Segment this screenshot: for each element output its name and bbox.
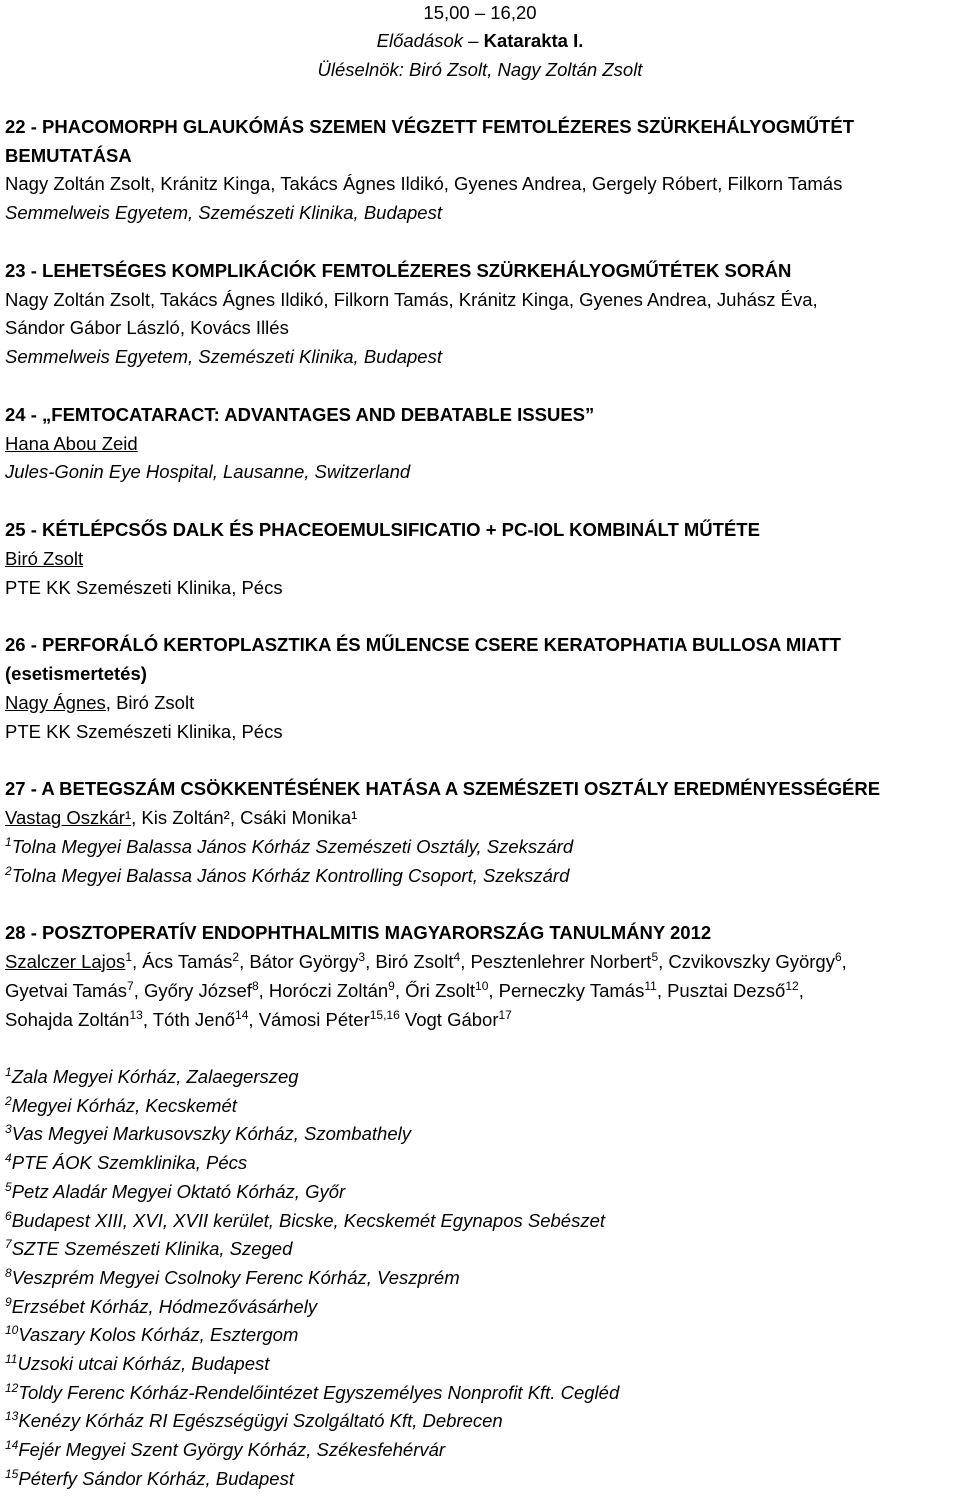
affiliation-line bbox=[5, 1092, 955, 1121]
author-affiliation-number: 8 bbox=[251, 978, 259, 993]
talk-title: 23 - LEHETSÉGES KOMPLIKÁCIÓK FEMTOLÉZERES SZÜRKEHÁLYOGMŰTÉTEK SORÁN bbox=[5, 259, 792, 281]
affiliation-number: 3 bbox=[5, 1122, 12, 1137]
talk-authors: Nagy Zoltán Zsolt, Kránitz Kinga, Takács Ágnes Ildikó, Gyenes Andrea, Gergely Róbert, Filkorn Tamás bbox=[5, 173, 843, 195]
author-name: Gyetvai Tamás bbox=[5, 979, 128, 1001]
session-prefix: Előadások – bbox=[376, 30, 484, 51]
session-time: 15,00 – 16,20 bbox=[423, 2, 537, 23]
affiliation-text: Kenézy Kórház RI Egészségügyi Szolgáltató Kft, Debrecen bbox=[18, 1410, 503, 1432]
author-line bbox=[5, 948, 955, 977]
affiliation-text: Megyei Kórház, Kecskemét bbox=[11, 1094, 237, 1116]
affiliation-text: Vas Megyei Markusovszky Kórház, Szombathely bbox=[11, 1123, 411, 1145]
affiliation-list bbox=[5, 1063, 955, 1493]
author-name: Tóth Jenő bbox=[152, 1008, 236, 1030]
talk-affiliation: PTE KK Szemészeti Klinika, Pécs bbox=[5, 720, 283, 742]
talk-presenter: Biró Zsolt bbox=[5, 547, 84, 569]
talk-presenter: Hana Abou Zeid bbox=[5, 432, 138, 454]
talk-presenter: Vastag Oszkár¹ bbox=[5, 806, 132, 828]
affiliation-line bbox=[5, 862, 955, 891]
affiliation-text: Vaszary Kolos Kórház, Esztergom bbox=[18, 1324, 299, 1346]
author-affiliation-number: 5 bbox=[651, 949, 659, 964]
session-name: Katarakta I. bbox=[483, 30, 584, 51]
talk-28 bbox=[5, 919, 955, 1493]
author-affiliation-number: 6 bbox=[834, 949, 842, 964]
author-name: Sohajda Zoltán bbox=[5, 1008, 130, 1030]
author-affiliation-number: 17 bbox=[498, 1007, 512, 1022]
author-separator: , bbox=[841, 950, 847, 972]
talk-title: BEMUTATÁSA bbox=[5, 144, 132, 166]
author-separator: , bbox=[142, 1008, 153, 1030]
affiliation-number: 1 bbox=[5, 834, 12, 849]
affiliation-line bbox=[5, 1149, 955, 1178]
talk-title: 24 - „FEMTOCATARACT: ADVANTAGES AND DEBATABLE ISSUES” bbox=[5, 403, 595, 425]
author-affiliation-number: 14 bbox=[235, 1007, 249, 1022]
affiliation-line bbox=[5, 1178, 955, 1207]
author-affiliation-number: 9 bbox=[388, 978, 395, 993]
affiliation-number: 14 bbox=[5, 1437, 19, 1452]
affiliation-text: PTE ÁOK Szemklinika, Pécs bbox=[11, 1152, 248, 1174]
affiliation-number: 4 bbox=[5, 1151, 12, 1165]
author-name: Szalczer Lajos bbox=[5, 950, 126, 972]
affiliation-number: 2 bbox=[5, 863, 12, 878]
talk-27 bbox=[5, 775, 955, 890]
affiliation-number: 7 bbox=[5, 1237, 12, 1252]
affiliation-line bbox=[5, 1120, 955, 1149]
author-name: Horóczi Zoltán bbox=[268, 979, 389, 1001]
affiliation-text: Toldy Ferenc Kórház-Rendelőintézet Egyszemélyes Nonprofit Kft. Cegléd bbox=[18, 1381, 620, 1403]
author-line bbox=[5, 1006, 955, 1035]
session-title bbox=[5, 26, 955, 55]
affiliation-text: Budapest XIII, XVI, XVII kerület, Bicske, Kecskemét Egynapos Sebészet bbox=[11, 1209, 606, 1231]
affiliation-line bbox=[5, 1350, 955, 1379]
affiliation-number: 6 bbox=[5, 1208, 12, 1223]
author-line bbox=[5, 977, 955, 1006]
affiliation-number: 12 bbox=[5, 1380, 19, 1395]
affiliation-line bbox=[5, 1293, 955, 1322]
talk-affiliation: Semmelweis Egyetem, Szemészeti Klinika, Budapest bbox=[5, 202, 442, 224]
talk-title: (esetismertetés) bbox=[5, 662, 147, 684]
author-affiliation-number: 7 bbox=[127, 978, 134, 993]
talk-25 bbox=[5, 516, 955, 602]
author-affiliation-number: 2 bbox=[232, 949, 240, 964]
affiliation-number: 15 bbox=[5, 1466, 19, 1481]
author-separator: , bbox=[488, 979, 499, 1001]
affiliation-text: Petz Aladár Megyei Oktató Kórház, Győr bbox=[11, 1180, 346, 1202]
author-separator: , bbox=[132, 950, 143, 972]
talk-authors bbox=[5, 804, 955, 833]
affiliation-number: 8 bbox=[5, 1265, 12, 1280]
author-separator: , bbox=[656, 979, 668, 1001]
talk-presenter: Nagy Ágnes bbox=[5, 691, 106, 713]
author-name: Győry József bbox=[143, 979, 252, 1001]
affiliation-line bbox=[5, 1436, 955, 1465]
affiliation-line bbox=[5, 1465, 955, 1494]
session-header bbox=[5, 0, 955, 84]
affiliation-text: Fejér Megyei Szent György Kórház, Székesfehérvár bbox=[18, 1439, 446, 1461]
author-affiliation-number: 3 bbox=[358, 949, 366, 964]
affiliation-number: 5 bbox=[5, 1179, 12, 1194]
author-affiliation-number: 1 bbox=[125, 949, 132, 964]
author-separator: , bbox=[248, 1008, 259, 1030]
author-affiliation-number: 13 bbox=[129, 1007, 143, 1022]
talk-coauthors: , Kis Zoltán², Csáki Monika¹ bbox=[131, 806, 358, 828]
author-name: Vogt Gábor bbox=[404, 1008, 499, 1030]
author-name: Pesztenlehrer Norbert bbox=[470, 950, 652, 972]
affiliation-number: 1 bbox=[5, 1064, 12, 1079]
affiliation-line bbox=[5, 1207, 955, 1236]
affiliation-text: Uzsoki utcai Kórház, Budapest bbox=[17, 1352, 270, 1374]
affiliation-line bbox=[5, 833, 955, 862]
affiliation-number: 2 bbox=[5, 1093, 12, 1108]
session-chairs: Üléselnök: Biró Zsolt, Nagy Zoltán Zsolt bbox=[317, 59, 643, 80]
author-name: Ács Tamás bbox=[142, 950, 233, 972]
author-separator: , bbox=[798, 979, 804, 1001]
program-page bbox=[5, 0, 955, 1493]
author-affiliation-number: 15,16 bbox=[369, 1007, 400, 1022]
affiliation-line bbox=[5, 1235, 955, 1264]
author-affiliation-number: 12 bbox=[785, 978, 799, 993]
talk-23 bbox=[5, 257, 955, 372]
affiliation-number: 11 bbox=[5, 1351, 18, 1366]
author-affiliation-number: 11 bbox=[644, 978, 657, 993]
affiliation-text: Péterfy Sándor Kórház, Budapest bbox=[18, 1467, 294, 1489]
talk-authors bbox=[5, 689, 955, 718]
talk-26 bbox=[5, 631, 955, 746]
affiliation-number: 10 bbox=[5, 1323, 19, 1338]
author-separator: , bbox=[365, 950, 376, 972]
author-affiliation-number: 4 bbox=[453, 949, 461, 964]
author-name: Bátor György bbox=[249, 950, 359, 972]
talk-title: 27 - A BETEGSZÁM CSÖKKENTÉSÉNEK HATÁSA A SZEMÉSZETI OSZTÁLY EREDMÉNYESSÉGÉRE bbox=[5, 778, 881, 800]
talk-affiliation: Semmelweis Egyetem, Szemészeti Klinika, Budapest bbox=[5, 346, 442, 368]
affiliation-number: 9 bbox=[5, 1294, 12, 1309]
affiliation-text: Erzsébet Kórház, Hódmezővásárhely bbox=[11, 1295, 318, 1317]
talk-authors bbox=[5, 948, 955, 1034]
talk-title: 26 - PERFORÁLÓ KERTOPLASZTIKA ÉS MŰLENCSE CSERE KERATOPHATIA BULLOSA MIATT bbox=[5, 634, 841, 656]
affiliation-line bbox=[5, 1321, 955, 1350]
affiliation-number: 13 bbox=[5, 1409, 19, 1424]
author-affiliation-number: 10 bbox=[475, 978, 489, 993]
author-name: Czvikovszky György bbox=[668, 950, 835, 972]
author-name: Őri Zsolt bbox=[405, 979, 476, 1001]
affiliation-text: SZTE Szemészeti Klinika, Szeged bbox=[11, 1238, 293, 1260]
author-name: Pusztai Dezső bbox=[667, 979, 786, 1001]
talk-title: 25 - KÉTLÉPCSŐS DALK ÉS PHACEOEMULSIFICATIO + PC-IOL KOMBINÁLT MŰTÉTE bbox=[5, 518, 760, 540]
affiliation-text: Zala Megyei Kórház, Zalaegerszeg bbox=[11, 1066, 299, 1088]
talk-coauthors: , Biró Zsolt bbox=[105, 691, 195, 713]
affiliation-text: Tolna Megyei Balassa János Kórház Szemészeti Osztály, Szekszárd bbox=[11, 835, 574, 857]
affiliation-text: Tolna Megyei Balassa János Kórház Kontrolling Csoport, Szekszárd bbox=[11, 864, 570, 886]
talk-authors: Nagy Zoltán Zsolt, Takács Ágnes Ildikó, Filkorn Tamás, Kránitz Kinga, Gyenes Andrea, Juhász Éva, bbox=[5, 288, 818, 310]
affiliation-line bbox=[5, 1063, 955, 1092]
talk-affiliation: Jules-Gonin Eye Hospital, Lausanne, Switzerland bbox=[5, 461, 411, 483]
talk-22 bbox=[5, 113, 955, 228]
author-name: Vámosi Péter bbox=[258, 1008, 370, 1030]
author-separator: , bbox=[258, 979, 269, 1001]
talk-authors: Sándor Gábor László, Kovács Illés bbox=[5, 317, 289, 339]
affiliation-line bbox=[5, 1264, 955, 1293]
affiliation-line bbox=[5, 1407, 955, 1436]
author-separator: , bbox=[658, 950, 669, 972]
talk-title: 22 - PHACOMORPH GLAUKÓMÁS SZEMEN VÉGZETT FEMTOLÉZERES SZÜRKEHÁLYOGMŰTÉT bbox=[5, 115, 854, 137]
author-separator: , bbox=[460, 950, 471, 972]
author-separator: , bbox=[394, 979, 406, 1001]
talk-title: 28 - POSZTOPERATÍV ENDOPHTHALMITIS MAGYARORSZÁG TANULMÁNY 2012 bbox=[5, 922, 712, 944]
author-separator: , bbox=[239, 950, 250, 972]
author-name: Perneczky Tamás bbox=[498, 979, 645, 1001]
affiliation-text: Veszprém Megyei Csolnoky Ferenc Kórház, Veszprém bbox=[11, 1266, 460, 1288]
talk-affiliation: PTE KK Szemészeti Klinika, Pécs bbox=[5, 576, 283, 598]
talk-24 bbox=[5, 401, 955, 487]
affiliation-line bbox=[5, 1379, 955, 1408]
author-name: Biró Zsolt bbox=[375, 950, 454, 972]
author-separator: , bbox=[133, 979, 144, 1001]
